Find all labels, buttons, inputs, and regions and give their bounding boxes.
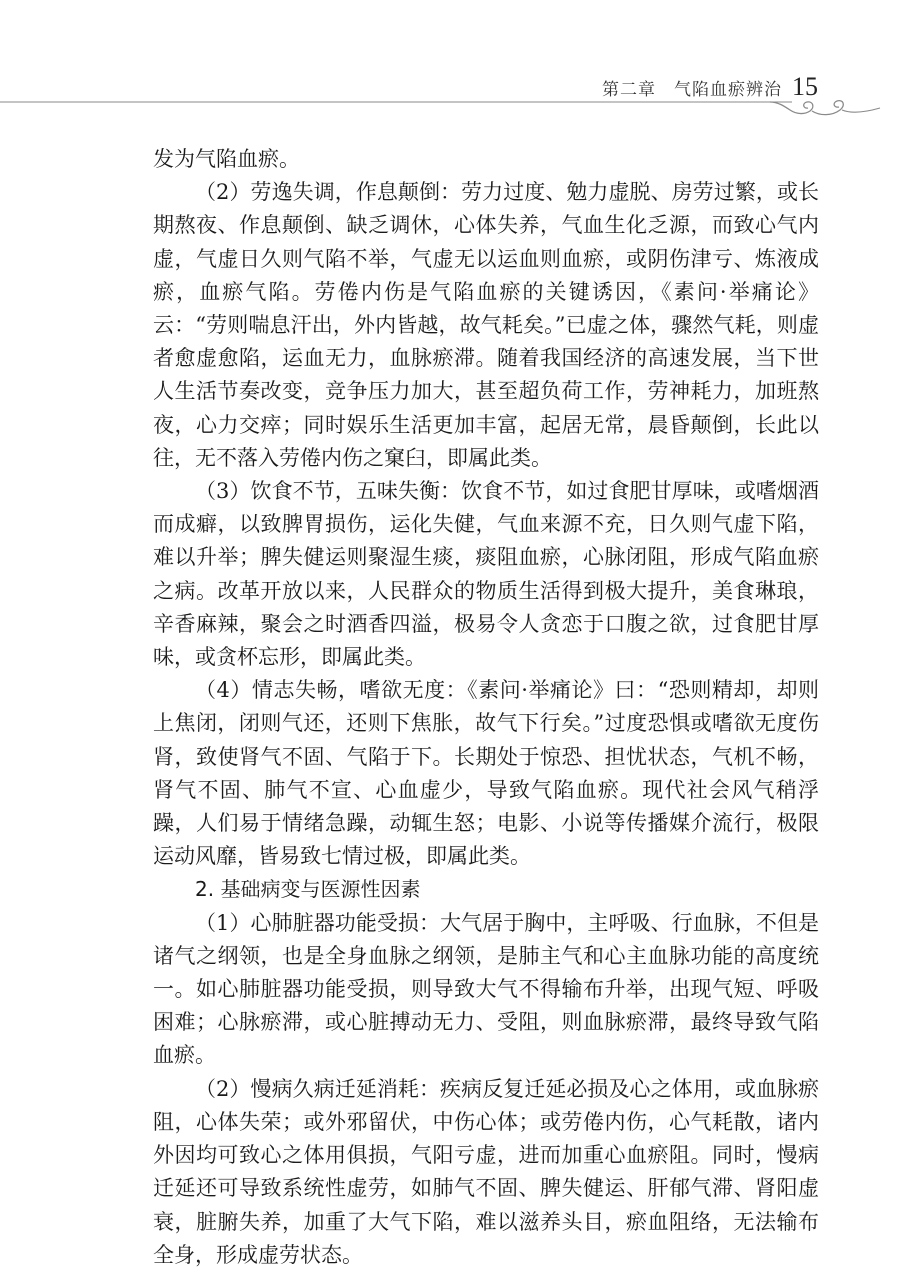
paragraph: （2）劳逸失调，作息颠倒：劳力过度、勉力虚脱、房劳过繁，或长期熬夜、作息颠倒、缺乏调休，心体失养，气血生化乏源，而致心气内虚，气虚日久则气陷不举，气虚无以运血则血瘀，或阴伤津亏、炼液成瘀，血瘀气陷。劳倦内伤是气陷血瘀的关键诱因，《素问·举痛论》云：“劳则喘息汗出，外内皆越，故气耗矣。”已虚之体，骤然气耗，则虚者愈虚愈陷，运血无力，血脉瘀滞。随着我国经济的高速发展，当下世人生活节奏改变，竞争压力加大，甚至超负荷工作，劳神耗力，加班熬夜，心力交瘁；同时娱乐生活更加丰富，起居无常，晨昏颠倒，长此以往，无不落入劳倦内伤之窠臼，即属此类。 — [153, 180, 819, 470]
paragraph: 发为气陷血瘀。 — [153, 147, 300, 171]
chapter-title: 第二章 气陷血瘀辨治 — [602, 80, 782, 100]
page-number: 15 — [792, 72, 818, 101]
page-body — [153, 143, 819, 1272]
section-heading: 2. 基础病变与医源性因素 — [195, 877, 421, 902]
paragraph: （3）饮食不节，五味失衡：饮食不节，如过食肥甘厚味，或嗜烟酒而成癖，以致脾胃损伤，运化失健，气血来源不充，日久则气虚下陷，难以升举；脾失健运则聚湿生痰，痰阻血瘀，心脉闭阻，形成气陷血瘀之病。改革开放以来，人民群众的物质生活得到极大提升，美食琳琅，辛香麻辣，聚会之时酒香四溢，极易令人贪恋于口腹之欲，过食肥甘厚味，或贪杯忘形，即属此类。 — [153, 479, 819, 670]
paragraph: （2）慢病久病迁延消耗：疾病反复迁延必损及心之体用，或血脉瘀阻，心体失荣；或外邪留伏，中伤心体；或劳倦内伤，心气耗散，诸内外因均可致心之体用俱损，气阳亏虚，进而加重心血瘀阻。同时，慢病迁延还可导致系统性虚劳，如肺气不固、脾失健运、肝郁气滞、肾阳虚衰，脏腑失养，加重了大气下陷，难以滋养头目，瘀血阻络，无法输布全身，形成虚劳状态。 — [153, 1076, 819, 1267]
header-ornament — [0, 96, 900, 122]
paragraph: （1）心肺脏器功能受损：大气居于胸中，主呼吸、行血脉，不但是诸气之纲领，也是全身血脉之纲领，是肺主气和心主血脉功能的高度统一。如心肺脏器功能受损，则导致大气不得输布升举，出现气短、呼吸困难；心脉瘀滞，或心脏搏动无力、受阻，则血脉瘀滞，最终导致气陷血瘀。 — [153, 910, 819, 1068]
paragraph: （4）情志失畅，嗜欲无度：《素问·举痛论》曰：“恐则精却，却则上焦闭，闭则气还，还则下焦胀，故气下行矣。”过度恐惧或嗜欲无度伤肾，致使肾气不固、气陷于下。长期处于惊恐、担忧状态，气机不畅，肾气不固、肺气不宣、心血虚少，导致气陷血瘀。现代社会风气稍浮躁，人们易于情绪急躁，动辄生怒；电影、小说等传播媒介流行，极限运动风靡，皆易致七情过极，即属此类。 — [153, 678, 819, 869]
